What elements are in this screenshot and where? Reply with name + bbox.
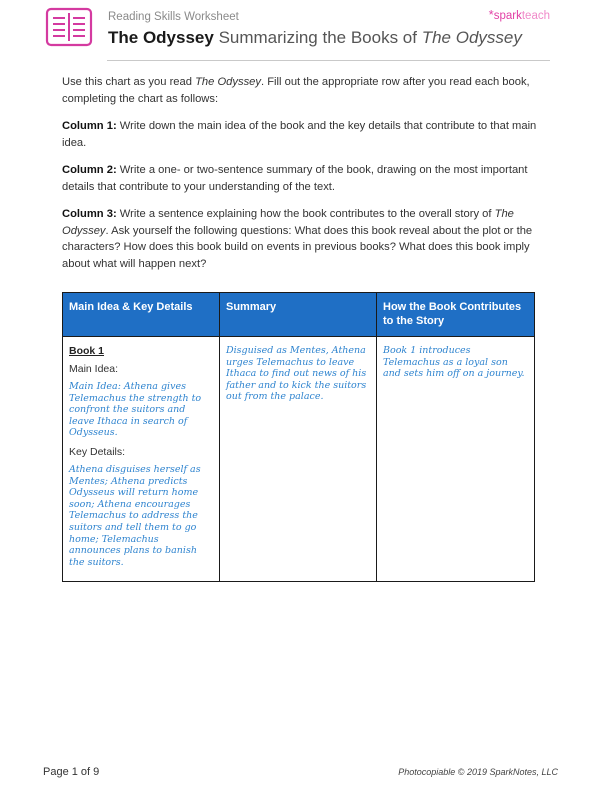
summary-cell <box>220 337 377 582</box>
title-italic: The Odyssey <box>421 28 522 47</box>
main-idea-text: Main Idea: Athena gives Telemachus the strength to confront the suitors and leave Ithaca in search of Odysseus. <box>69 381 202 439</box>
intro-paragraph: Use this chart as you read The Odyssey. Fill out the appropriate row after you read each book, completing the chart as follows: <box>62 76 530 105</box>
summary-text: Disguised as Mentes, Athena urges Telemachus to leave Ithaca to find out news of his father and to kick the suitors out from the palace. <box>226 345 367 403</box>
header-summary: Summary <box>220 293 377 337</box>
main-idea-label: Main Idea: <box>69 363 119 375</box>
key-details-text: Athena disguises herself as Mentes; Athena predicts Odysseus will return home soon; Athena encourages Telemachus to address the suitors and tell them to go home; Telemachus announces plans to banish the suitors. <box>69 463 201 568</box>
column-3-instruction: Column 3: Write a sentence explaining how the book contributes to the overall story of The Odyssey. Ask yourself the following questions: What does this book reveal about the plot or the characters? How does this book build on events in previous books? What does this book imply about what will happen next? <box>62 208 533 270</box>
contribution-text: Book 1 introduces Telemachus as a loyal son and sets him off on a journey. <box>383 345 525 380</box>
contribution-cell <box>377 337 535 582</box>
header-divider <box>107 60 550 61</box>
title-bold: The Odyssey <box>108 28 214 47</box>
key-details-label: Key Details: <box>69 445 126 458</box>
title-rest: Summarizing the Books of <box>218 28 417 47</box>
header-main-idea: Main Idea & Key Details <box>63 293 220 337</box>
table-header-row <box>63 293 535 337</box>
instructions <box>62 74 538 283</box>
page-title <box>108 28 522 48</box>
copyright: Photocopiable © 2019 SparkNotes, LLC <box>398 767 558 777</box>
worksheet-subtitle: Reading Skills Worksheet <box>108 11 239 23</box>
column-1-instruction: Column 1: Write down the main idea of the book and the key details that contribute to that main idea. <box>62 120 537 149</box>
summary-chart <box>62 292 535 582</box>
column-2-instruction: Column 2: Write a one- or two-sentence summary of the book, drawing on the most important details that contribute to your understanding of the text. <box>62 164 528 193</box>
page-number: Page 1 of 9 <box>43 766 100 778</box>
main-idea-cell <box>63 337 220 582</box>
brand-logo: *sparkteach <box>488 7 550 22</box>
book-title: Book 1 <box>69 345 105 357</box>
table-row <box>63 337 535 582</box>
header-contribution: How the Book Contributes to the Story <box>377 293 535 337</box>
book-icon <box>45 7 93 47</box>
